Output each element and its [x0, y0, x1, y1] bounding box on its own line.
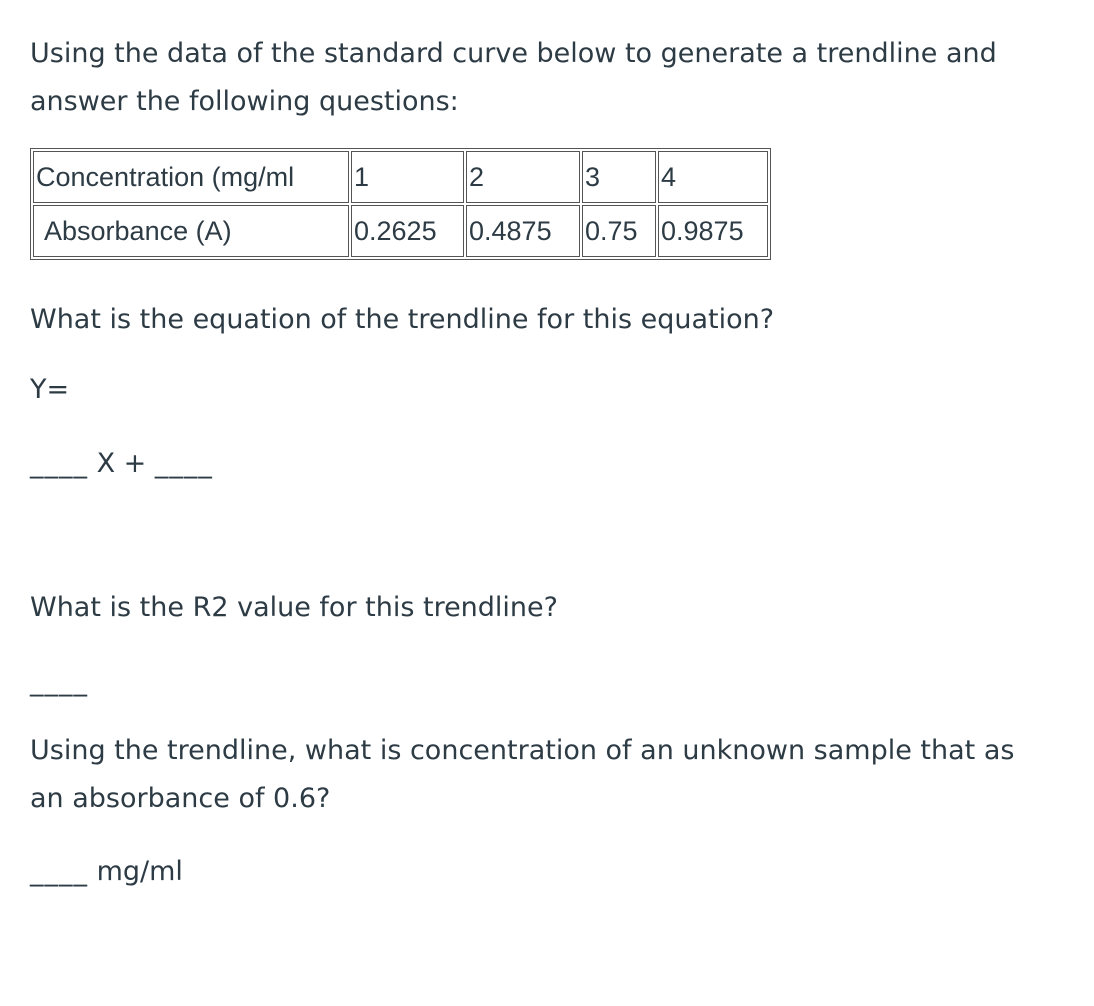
concentration-header: Concentration (mg/ml	[33, 151, 349, 203]
x-plus-label: X +	[96, 448, 147, 479]
intro-line-2: answer the following questions:	[30, 86, 459, 117]
table-row	[33, 205, 768, 257]
absorbance-cell-1: 0.2625	[351, 205, 464, 257]
table-row	[33, 151, 768, 203]
concentration-cell-4: 4	[658, 151, 768, 203]
concentration-answer-line	[30, 848, 183, 896]
y-equals-label: Y=	[30, 374, 70, 405]
r2-answer-line	[30, 658, 88, 706]
concentration-cell-3: 3	[582, 151, 656, 203]
absorbance-header: Absorbance (A)	[33, 205, 349, 257]
concentration-cell-1: 1	[351, 151, 464, 203]
concentration-cell-2: 2	[466, 151, 580, 203]
intro-line-1: Using the data of the standard curve below to generate a trendline and	[30, 38, 997, 69]
question-2-text: What is the R2 value for this trendline?	[30, 592, 558, 623]
intro-text	[30, 30, 997, 126]
absorbance-cell-2: 0.4875	[466, 205, 580, 257]
absorbance-cell-4: 0.9875	[658, 205, 768, 257]
intercept-blank[interactable]: ____	[154, 448, 213, 479]
r2-blank[interactable]: ____	[30, 666, 88, 697]
question-3-text	[30, 727, 1014, 823]
question-1-text: What is the equation of the trendline for this equation?	[30, 304, 775, 335]
absorbance-cell-3: 0.75	[582, 205, 656, 257]
standard-curve-table	[30, 148, 771, 260]
equation-line	[30, 440, 213, 488]
unit-label: mg/ml	[96, 856, 183, 887]
slope-blank[interactable]: ____	[30, 448, 88, 479]
question-3-line-1: Using the trendline, what is concentration of an unknown sample that as	[30, 735, 1015, 766]
concentration-blank[interactable]: ____	[30, 856, 88, 887]
question-3-line-2: an absorbance of 0.6?	[30, 783, 331, 814]
